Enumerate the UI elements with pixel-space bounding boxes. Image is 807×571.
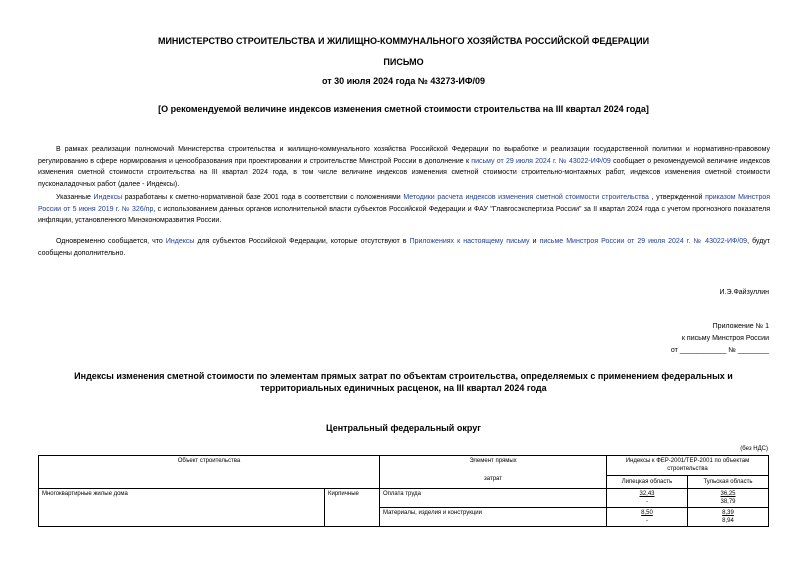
appendix-header bbox=[569, 321, 769, 357]
cell-lipetsk: 32,43 - bbox=[607, 489, 688, 508]
header-object: Объект строительства bbox=[39, 456, 380, 489]
region-title: Центральный федеральный округ bbox=[326, 423, 481, 433]
header-element: Элемент прямых затрат bbox=[380, 456, 607, 489]
link-letter-43022-2[interactable]: письме Минстроя России от 29 июля 2024 г. № 43022-ИФ/09 bbox=[539, 238, 748, 245]
paragraph-2: Указанные Индексы разработаны к сметно-нормативной базе 2001 года в соответствии с положениями Методики расчета индексов изменения сметной стоимости строительства , утвержденной приказом Минстроя России от 5 июня 2019 г. № 326/пр, с использованием данных органов исполнительной власти субъектов Российской Федерации и ФАУ "Главгосэкспертиза России" за II квартал 2024 года с учетом прогнозного показателя инфляции, установленного Минэкономразвития России. bbox=[38, 194, 771, 224]
table-title: Индексы изменения сметной стоимости по элементам прямых затрат по объектам строительства, определяемых с применением федеральных и территориальных единичных расценок, на III квартал 2024 года bbox=[74, 371, 733, 393]
header-lipetsk: Липецкая область bbox=[607, 476, 688, 488]
vat-note: (без НДС) bbox=[740, 446, 768, 452]
appendix-line-2: к письму Минстроя России bbox=[681, 335, 769, 342]
header-tula: Тульская область bbox=[703, 479, 753, 485]
appendix-line-1: Приложение № 1 bbox=[712, 323, 769, 330]
cell-material: Кирпичные bbox=[325, 489, 380, 527]
indices-table bbox=[38, 455, 769, 527]
table-header-row bbox=[39, 456, 769, 489]
cell-tula: 8,39 8,94 bbox=[688, 508, 769, 527]
paragraph-1: В рамках реализации полномочий Министерства строительства и жилищно-коммунального хозяйства Российской Федерации по выработке и реализации государственной политики и нормативно-правовому регулированию в сфере нормирования и ценообразования при проектировании и строительстве Минстрой России в дополнение к письму от 29 июля 2024 г. № 43022-ИФ/09 сообщает о рекомендуемой величине индексов изменения сметной стоимости строительства на III квартал 2024 года, в том числе величине индексов изменения сметной стоимости строительно-монтажных работ, индексов изменения сметной стоимости пусконаладочных работ (далее - Индексы). bbox=[38, 146, 771, 188]
link-appendices[interactable]: Приложениях к настоящему письму bbox=[409, 238, 530, 245]
appendix-line-3: от ____________ № ________ bbox=[670, 347, 769, 354]
link-methodology[interactable]: Методики расчета индексов изменения сметной стоимости строительства bbox=[403, 194, 649, 201]
cell-element: Оплата труда bbox=[380, 489, 607, 508]
link-indices[interactable]: Индексы bbox=[93, 194, 123, 201]
cell-lipetsk: 8,50 - bbox=[607, 508, 688, 527]
doc-type: ПИСЬМО bbox=[383, 57, 424, 67]
table-row bbox=[39, 489, 769, 508]
doc-subject: [О рекомендуемой величине индексов изменения сметной стоимости строительства на III квартал 2024 года] bbox=[158, 104, 649, 114]
header-indices: Индексы к ФЕР-2001/ТЕР-2001 по объектам строительства Липецкая область Тульская область bbox=[607, 456, 769, 489]
link-indices-2[interactable]: Индексы bbox=[165, 238, 195, 245]
ministry-title: МИНИСТЕРСТВО СТРОИТЕЛЬСТВА И ЖИЛИЩНО-КОММУНАЛЬНОГО ХОЗЯЙСТВА РОССИЙСКОЙ ФЕДЕРАЦИИ bbox=[157, 36, 650, 46]
cell-tula: 36,25 38,79 bbox=[688, 489, 769, 508]
paragraph-3: Одновременно сообщается, что Индексы для субъектов Российской Федерации, которые отсутствуют в Приложениях к настоящему письму и письме Минстроя России от 29 июля 2024 г. № 43022-ИФ/09, будут сообщены дополнительно. bbox=[38, 238, 770, 257]
signature: И.Э.Файзуллин bbox=[719, 289, 769, 296]
doc-date-number: от 30 июля 2024 года № 43273-ИФ/09 bbox=[321, 76, 486, 86]
cell-element: Материалы, изделия и конструкции bbox=[380, 508, 607, 527]
link-letter-43022[interactable]: письму от 29 июля 2024 г. № 43022-ИФ/09 bbox=[471, 157, 611, 165]
link-order-326[interactable]: приказом Минстроя России от 5 июня 2019 г. № 326/пр bbox=[38, 194, 771, 213]
cell-object: Многоквартирные жилые дома bbox=[39, 489, 325, 527]
